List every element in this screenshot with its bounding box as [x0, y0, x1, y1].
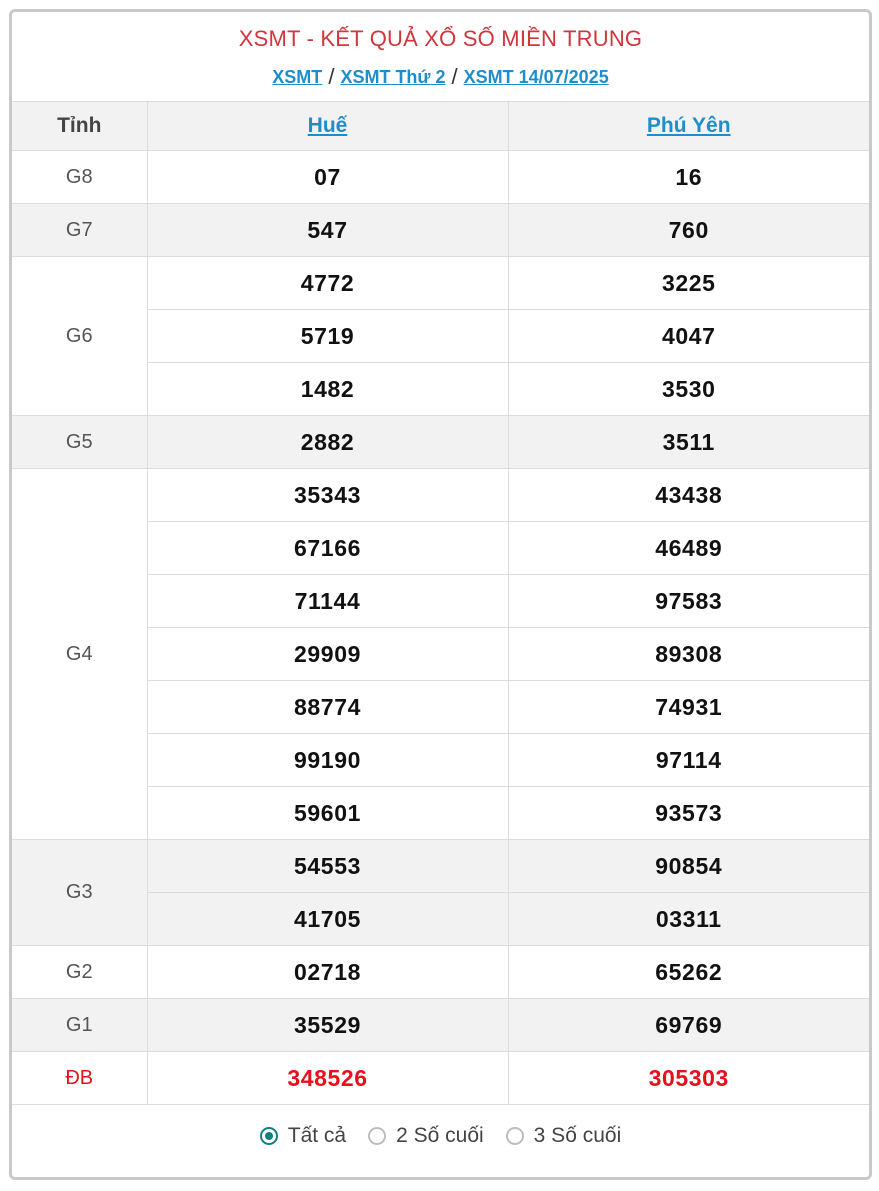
prize-number-hue: 5719: [147, 310, 508, 363]
prize-label: G8: [12, 151, 147, 204]
prize-number-phu-yen: 3530: [508, 363, 869, 416]
column-header-hue: [147, 102, 508, 151]
prize-number-phu-yen: 89308: [508, 628, 869, 681]
filter-option-last-2[interactable]: [368, 1124, 484, 1148]
prize-number-hue: 348526: [147, 1052, 508, 1105]
prize-number-hue: 07: [147, 151, 508, 204]
table-row: [12, 469, 869, 522]
prize-number-phu-yen: 43438: [508, 469, 869, 522]
prize-number-hue: 41705: [147, 893, 508, 946]
breadcrumb-xsmt-thu-2[interactable]: XSMT Thứ 2: [340, 67, 446, 87]
radio-unselected-icon[interactable]: [506, 1127, 524, 1145]
prize-number-phu-yen: 3511: [508, 416, 869, 469]
breadcrumb-separator: /: [328, 64, 335, 89]
breadcrumb-separator: /: [451, 64, 458, 89]
prize-number-hue: 54553: [147, 840, 508, 893]
prize-number-phu-yen: 46489: [508, 522, 869, 575]
prize-number-phu-yen: 65262: [508, 946, 869, 999]
prize-number-phu-yen: 69769: [508, 999, 869, 1052]
table-row: [12, 946, 869, 999]
prize-number-hue: 35529: [147, 999, 508, 1052]
prize-number-hue: 4772: [147, 257, 508, 310]
prize-number-phu-yen: 97583: [508, 575, 869, 628]
prize-number-phu-yen: 90854: [508, 840, 869, 893]
table-row: [12, 257, 869, 310]
prize-label: ĐB: [12, 1052, 147, 1105]
results-header: [12, 12, 869, 102]
table-row: [12, 416, 869, 469]
prize-number-hue: 547: [147, 204, 508, 257]
province-link-hue[interactable]: Huế: [307, 114, 348, 137]
filter-option-all[interactable]: [260, 1124, 346, 1148]
prize-table-body: [12, 151, 869, 1105]
prize-number-phu-yen: 3225: [508, 257, 869, 310]
prize-number-phu-yen: 760: [508, 204, 869, 257]
radio-selected-icon[interactable]: [260, 1127, 278, 1145]
prize-number-hue: 35343: [147, 469, 508, 522]
prize-number-phu-yen: 03311: [508, 893, 869, 946]
table-row: [12, 151, 869, 204]
filter-option-last-3[interactable]: [506, 1124, 622, 1148]
prize-number-phu-yen: 93573: [508, 787, 869, 840]
prize-number-hue: 71144: [147, 575, 508, 628]
page-title: XSMT - KẾT QUẢ XỔ SỐ MIỀN TRUNG: [238, 26, 643, 51]
prize-label: G1: [12, 999, 147, 1052]
prize-number-hue: 59601: [147, 787, 508, 840]
filter-option-label: 3 Số cuối: [533, 1124, 622, 1147]
results-table: [12, 102, 869, 1105]
table-row: [12, 1052, 869, 1105]
prize-number-hue: 02718: [147, 946, 508, 999]
prize-label: G2: [12, 946, 147, 999]
filter-option-label: Tất cả: [287, 1124, 347, 1147]
prize-number-phu-yen: 4047: [508, 310, 869, 363]
radio-unselected-icon[interactable]: [368, 1127, 386, 1145]
digit-filter: [12, 1105, 869, 1167]
prize-number-phu-yen: 16: [508, 151, 869, 204]
table-header-row: [12, 102, 869, 151]
column-header-phu-yen: [508, 102, 869, 151]
column-header-province: Tỉnh: [12, 102, 147, 151]
prize-number-phu-yen: 74931: [508, 681, 869, 734]
breadcrumb-xsmt[interactable]: XSMT: [272, 67, 323, 87]
prize-label: G4: [12, 469, 147, 840]
filter-option-label: 2 Số cuối: [396, 1124, 484, 1147]
prize-label: G7: [12, 204, 147, 257]
province-link-phu-yen[interactable]: Phú Yên: [646, 114, 731, 137]
prize-label: G5: [12, 416, 147, 469]
table-row: [12, 999, 869, 1052]
prize-number-hue: 2882: [147, 416, 508, 469]
results-card: [9, 9, 872, 1180]
prize-label: G6: [12, 257, 147, 416]
prize-number-phu-yen: 97114: [508, 734, 869, 787]
table-row: [12, 840, 869, 893]
prize-number-hue: 99190: [147, 734, 508, 787]
table-row: [12, 204, 869, 257]
prize-number-hue: 1482: [147, 363, 508, 416]
prize-label: G3: [12, 840, 147, 946]
breadcrumb-xsmt-date[interactable]: XSMT 14/07/2025: [463, 67, 609, 87]
prize-number-phu-yen: 305303: [508, 1052, 869, 1105]
prize-number-hue: 67166: [147, 522, 508, 575]
prize-number-hue: 88774: [147, 681, 508, 734]
prize-number-hue: 29909: [147, 628, 508, 681]
breadcrumb: [12, 63, 869, 89]
